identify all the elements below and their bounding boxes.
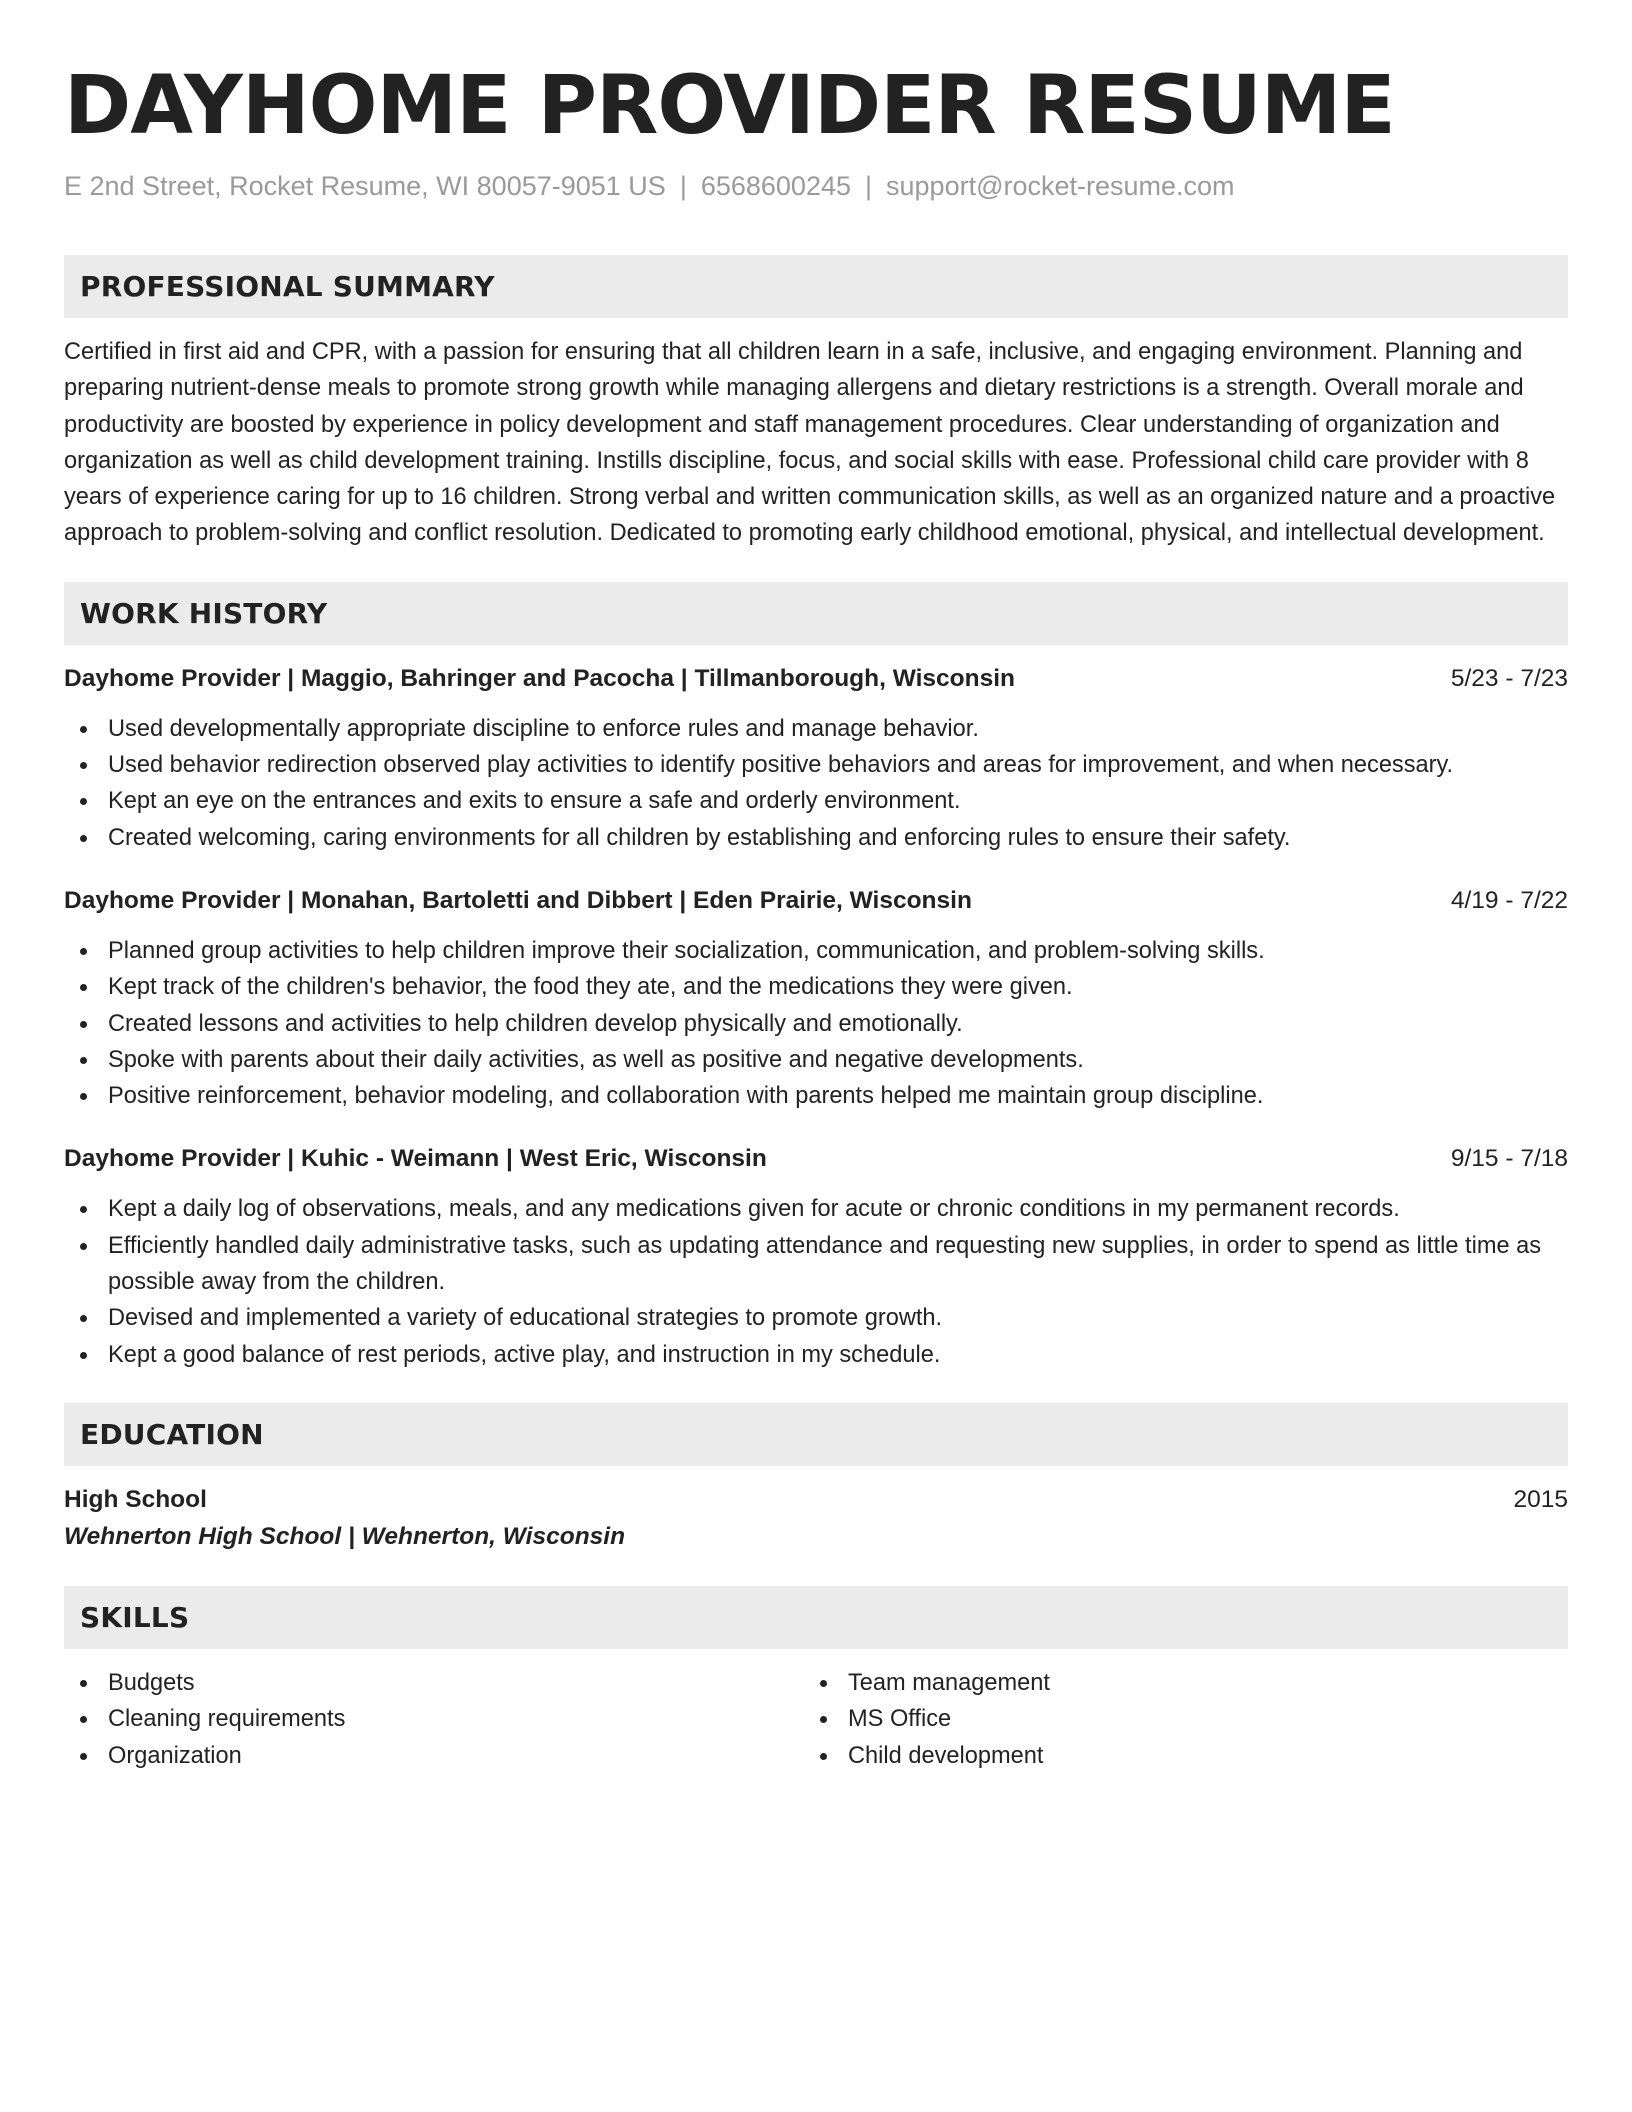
job-bullet: Created welcoming, caring environments for all children by establishing and enforcing rules to ensure their safety. <box>64 820 1568 856</box>
education-year: 2015 <box>1513 1485 1568 1513</box>
contact-address: E 2nd Street, Rocket Resume, WI 80057-9051 US <box>64 171 666 201</box>
skill-item: Team management <box>804 1665 1544 1701</box>
skills-grid <box>64 1665 1568 1774</box>
job-bullet: Efficiently handled daily administrative tasks, such as updating attendance and requesting new supplies, in order to spend as little time as possible away from the children. <box>64 1228 1568 1301</box>
job-bullets <box>64 1191 1568 1372</box>
skills-column-right <box>804 1665 1544 1774</box>
section-heading-work-history: WORK HISTORY <box>64 582 1568 645</box>
contact-line <box>64 168 1568 204</box>
education-entry <box>64 1482 1568 1556</box>
job-entry <box>64 1142 1568 1372</box>
job-header <box>64 662 1568 696</box>
skill-item: Child development <box>804 1738 1544 1774</box>
job-bullet: Created lessons and activities to help children develop physically and emotionally. <box>64 1006 1568 1042</box>
job-bullets <box>64 711 1568 856</box>
job-entry <box>64 662 1568 856</box>
job-bullet: Kept a good balance of rest periods, active play, and instruction in my schedule. <box>64 1337 1568 1373</box>
section-heading-education: EDUCATION <box>64 1403 1568 1466</box>
job-bullet: Positive reinforcement, behavior modeling, and collaboration with parents helped me maintain group discipline. <box>64 1078 1568 1114</box>
job-bullet: Kept a daily log of observations, meals, and any medications given for acute or chronic conditions in my permanent records. <box>64 1191 1568 1227</box>
job-bullet: Spoke with parents about their daily activities, as well as positive and negative developments. <box>64 1042 1568 1078</box>
job-dates: 9/15 - 7/18 <box>1450 1145 1568 1173</box>
skill-item: Budgets <box>64 1665 804 1701</box>
skills-list <box>64 1665 804 1774</box>
job-bullets <box>64 933 1568 1114</box>
contact-separator: | <box>679 171 687 201</box>
job-dates: 4/19 - 7/22 <box>1450 886 1568 914</box>
summary-text: Certified in first aid and CPR, with a passion for ensuring that all children learn in a safe, inclusive, and engaging environment. Planning and preparing nutrient-dense meals to promote strong growth while managing allergens and dietary restrictions is a strength. Overall morale and productivity are boosted by experience in policy development and staff management procedures. Clear understanding of organization and organization as well as child development training. Instills discipline, focus, and social skills with ease. Professional child care provider with 8 years of experience caring for up to 16 children. Strong verbal and written communication skills, as well as an organized nature and a proactive approach to problem-solving and conflict resolution. Dedicated to promoting early childhood emotional, physical, and intellectual development. <box>64 339 1556 547</box>
job-title: Dayhome Provider | Kuhic - Weimann | West Eric, Wisconsin <box>64 1145 767 1173</box>
skill-item: Organization <box>64 1738 804 1774</box>
section-heading-skills: SKILLS <box>64 1586 1568 1649</box>
section-heading-summary: PROFESSIONAL SUMMARY <box>64 255 1568 318</box>
contact-phone: 6568600245 <box>700 171 851 201</box>
job-bullet: Used behavior redirection observed play activities to identify positive behaviors and areas for improvement, and when necessary. <box>64 747 1568 783</box>
skill-item: MS Office <box>804 1701 1544 1737</box>
job-bullet: Kept track of the children's behavior, the food they ate, and the medications they were given. <box>64 969 1568 1005</box>
job-bullet: Kept an eye on the entrances and exits to ensure a safe and orderly environment. <box>64 783 1568 819</box>
job-dates: 5/23 - 7/23 <box>1450 664 1568 692</box>
job-title: Dayhome Provider | Maggio, Bahringer and Pacocha | Tillmanborough, Wisconsin <box>64 664 1016 692</box>
education-degree: High School <box>64 1485 207 1513</box>
resume-title: DAYHOME PROVIDER RESUME <box>64 59 1395 153</box>
education-header <box>64 1482 1568 1518</box>
job-bullet: Devised and implemented a variety of educational strategies to promote growth. <box>64 1300 1568 1336</box>
job-entry <box>64 884 1568 1114</box>
contact-email: support@rocket-resume.com <box>886 171 1235 201</box>
skill-item: Cleaning requirements <box>64 1701 804 1737</box>
job-header <box>64 884 1568 918</box>
job-bullet: Planned group activities to help children improve their socialization, communication, and problem-solving skills. <box>64 933 1568 969</box>
skills-list <box>804 1665 1544 1774</box>
education-school: Wehnerton High School | Wehnerton, Wisconsin <box>64 1522 626 1550</box>
job-header <box>64 1142 1568 1176</box>
job-bullet: Used developmentally appropriate discipline to enforce rules and manage behavior. <box>64 711 1568 747</box>
job-title: Dayhome Provider | Monahan, Bartoletti and Dibbert | Eden Prairie, Wisconsin <box>64 886 972 914</box>
skills-column-left <box>64 1665 804 1774</box>
contact-separator: | <box>865 171 873 201</box>
